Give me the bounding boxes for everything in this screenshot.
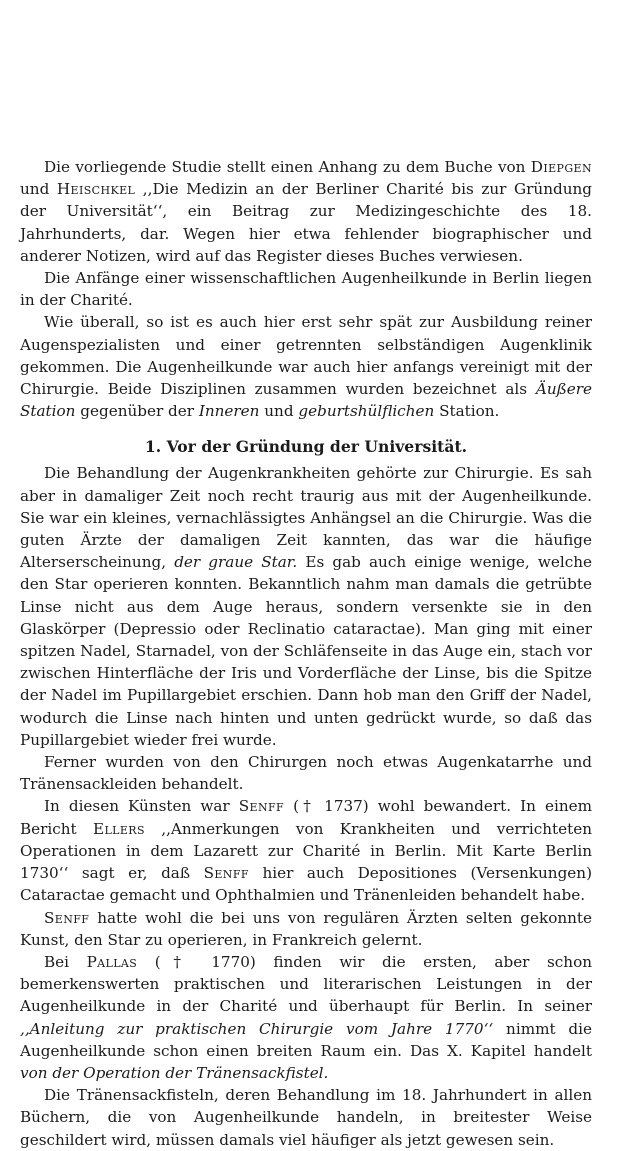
text-run: nimmt die Augenheilkunde schon einen breiten Raum ein. Das X. Kapitel handelt [20, 1019, 592, 1060]
text-run: hier auch Depositiones (Versenkungen) Cataractae gemacht und Ophthalmien und Tränenleiden behandelt habe. [20, 864, 592, 905]
text-run: Die Behandlung der Augenkrankheiten gehörte zur Chirurgie. Es sah aber in damaliger Zeit noch recht traurig aus mit der Augenheilkunde. Sie war ein kleines, vernachlässigtes Anhängsel an die Chirurgie. Was die guten Ärzte der damaligen Zeit kannten, das war die häufige Alterserscheinung, [20, 464, 592, 572]
emphasis-text: von der Operation der Tränensackfistel. [20, 1063, 329, 1082]
emphasis-text: der graue Star. [174, 553, 298, 572]
author-name: Heischkel [56, 180, 136, 199]
paragraph [20, 751, 592, 795]
text-run: Die Tränensackfisteln, deren Behandlung im 18. Jahrhundert in allen Büchern, die von Augenheilkunde handeln, in breitester Weise geschildert wird, müssen damals viel häufiger als jetzt gewesen sein. [20, 1086, 592, 1149]
author-name: Senff [238, 797, 285, 816]
text-run: Die Anfänge einer wissenschaftlichen Augenheilkunde in Berlin liegen in der Charité. [20, 269, 592, 310]
text-run: Bei [44, 952, 87, 971]
text-run: († 1737) wohl bewandert. In einem Bericht [20, 797, 592, 838]
text-run: und [20, 180, 57, 199]
text-run: gegenüber der [75, 402, 199, 421]
document-page [20, 156, 592, 1151]
section-heading: 1. Vor der Gründung der Universität. [144, 437, 468, 457]
paragraph [20, 156, 592, 267]
text-run: Wie überall, so ist es auch hier erst sehr spät zur Ausbildung reiner Augenspezialisten und einer getrennten selbständigen Augenklinik gekommen. Die Augenheilkunde war auch hier anfangs vereinigt mit der Chirurgie. Beide Disziplinen zusammen wurden bezeichnet als [20, 313, 592, 399]
text-run: In diesen Künsten war [44, 797, 239, 816]
author-name: Diepgen [530, 158, 592, 176]
text-run: ,,Anmerkungen von Krankheiten und verrichteten Operationen in dem Lazarett zur Charité in Berlin. Mit Karte Berlin 1730‘‘ sagt er, daß [20, 819, 592, 883]
author-name: Senff [203, 864, 249, 883]
text-run: († 1770) finden wir die ersten, aber schon bemerkenswerten praktischen und literarischen Leistungen in der Augenheilkunde in der Charité und überhaupt für Berlin. In seiner [20, 952, 592, 1016]
text-run: Es gab auch einige wenige, welche den Star operieren konnten. Bekanntlich nahm man damals die getrübte Linse nicht aus dem Auge heraus, sondern versenkte sie in den Glaskörper (Depressio oder Reclinatio cataractae). Man ging mit einer spitzen Nadel, Starnadel, von der Schläfenseite in das Auge ein, stach vor zwischen Hinterfläche der Iris und Vorderfläche der Linse, bis die Spitze der Nadel im Pupillargebiet erschien. Dann hob man den Griff der Nadel, wodurch die Linse nach hinten und unten gedrückt wurde, so daß das Pupillargebiet wieder frei wurde. [20, 553, 592, 749]
text-run: und [259, 402, 299, 421]
paragraph [20, 951, 592, 1084]
text-run: Station. [434, 402, 500, 421]
text-run: ,,Die Medizin an der Berliner Charité bis zur Gründung der Universität‘‘, ein Beitrag zur Medizingeschichte des 18. Jahrhunderts, dar. Wegen hier etwa fehlender biographischer und anderer Notizen, wird auf das Register dieses Buches verwiesen. [20, 180, 592, 265]
text-run: hatte wohl die bei uns von regulären Ärzten selten gekonnte Kunst, den Star zu operieren, in Frankreich gelernt. [20, 908, 592, 949]
text-run: Ferner wurden von den Chirurgen noch etwas Augenkatarrhe und Tränensackleiden behandelt. [20, 753, 592, 794]
author-name: Ellers [92, 819, 145, 838]
paragraph [20, 267, 592, 311]
emphasis-text: ,,Anleitung zur praktischen Chirurgie vom Jahre 1770‘‘ [20, 1019, 494, 1038]
paragraph [20, 311, 592, 422]
paragraph [20, 462, 592, 751]
emphasis-text: Inneren [198, 402, 260, 421]
text-run: Die vorliegende Studie stellt einen Anhang zu dem Buche von [44, 158, 531, 176]
emphasis-text: Äußere Station [20, 380, 592, 421]
author-name: Pallas [86, 952, 138, 971]
author-name: Senff [44, 908, 90, 927]
paragraph [20, 795, 592, 906]
paragraph [20, 1084, 592, 1151]
paragraph [20, 907, 592, 951]
emphasis-text: geburtshülflichen [298, 402, 435, 421]
